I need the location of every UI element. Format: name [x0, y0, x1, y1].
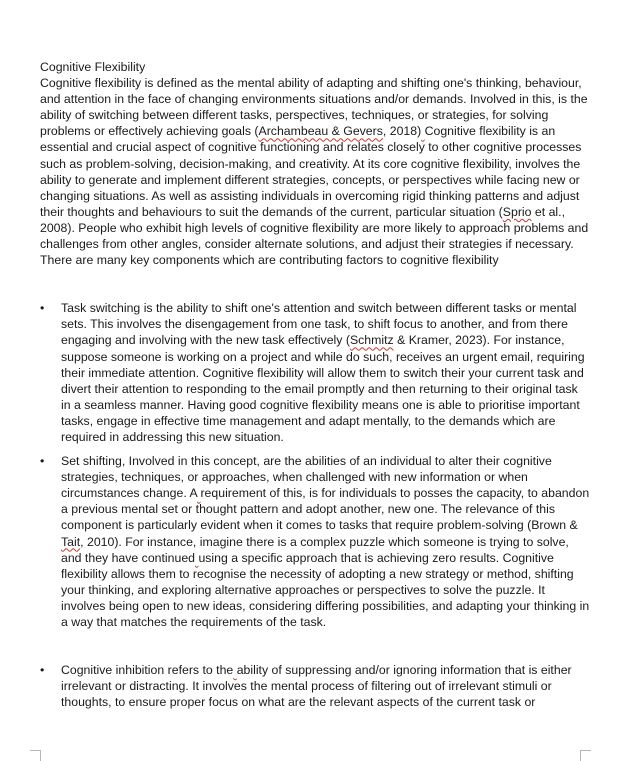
bullet-text-3c: irrelevant or distracting. It involves the mental process of filtering out of irrelevant stimuli or thoughts, to ensure proper focus on what are the relevant aspects of the current task or [61, 679, 552, 710]
crop-mark-bottom-left [30, 750, 41, 761]
crop-mark-bottom-right [580, 750, 591, 761]
bullet-text-2d: using a specific approach that is achieving zero results. Cognitive flexibility allows them to recognise the necessity of adopting a new strategy or method, shifting your thinking, and exploring alternative approaches or perspectives to solve the puzzle. It involves being open to new ideas, considering differing possibilities, and adapting your thinking in a way that matches the requirements of the task. [61, 550, 590, 629]
bullet-text-2a: Set shifting, Involved in this concept, are the abilities of an individual to alter their cognitive strategies, techniques, or approaches, when challenged with new information or when circumstances change. A [61, 454, 552, 501]
bullet-text-3b: ability of suppressing and/or ignoring information that is either [236, 663, 572, 678]
list-item-cognitive-inhibition [40, 662, 590, 710]
section-heading: Cognitive Flexibility [40, 60, 146, 74]
bullet-text-2b: requirement of this, is for individuals to posses the capacity, to abandon a previous mental set or thought pattern and adopt another, new one. The relevance of this component is particularly evident when it comes to tasks that require problem-solving (Brown & [61, 486, 590, 533]
list-item-set-shifting [40, 453, 590, 630]
list-item-task-switching [40, 300, 590, 445]
bullet-icon: • [40, 454, 45, 469]
intro-text-4: et al., 2008). People who exhibit high levels of cognitive flexibility are more likely to approach problems and challenges from other angles, consider alternate solutions, and adjust their strategies if necessary. There are many key components which are contributing factors to cognitive flexibility [40, 204, 589, 268]
bullet-text-1b: & Kramer, 2023). For instance, suppose someone is working on a project and while do such, receives an urgent email, requiring their immediate attention. Cognitive flexibility will allow them to switch their your current task and divert their attention to responding to the email promptly and then returning to their original task in a seamless manner. Having good cognitive flexibility means one is able to prioritise important tasks, engage in effective time management and adapt mentally, to the demands which are required in addressing this new situation. [61, 333, 585, 444]
intro-text-2: , 2018) [382, 124, 422, 139]
spelling-flag-sprio[interactable]: Sprio [502, 204, 532, 219]
spelling-flag-archambeau[interactable]: Archambeau & Gevers [258, 124, 383, 139]
spelling-flag-schmitz[interactable]: Schmitz [349, 333, 394, 348]
intro-text-1: Cognitive flexibility is defined as the mental ability of adapting and shifting one's thinking, behaviour, and attention in the face of changing environments situations and/or demands. Involved in this, is the ability of switching between different tasks, perspectives, techniques, or strategies, for solving problems or effectively achieving goals ( [40, 76, 588, 139]
bullet-text-2c: , 2010). For instance, imagine there is a complex puzzle which someone is trying to solve, and they have continued [61, 534, 569, 565]
bullet-icon: • [40, 663, 45, 678]
document-body[interactable] [40, 59, 590, 710]
intro-paragraph [40, 75, 590, 268]
bullet-text-3a: Cognitive inhibition refers to the [61, 663, 234, 678]
spelling-flag-tait[interactable]: Tait [61, 534, 81, 549]
components-list [40, 300, 590, 710]
bullet-icon: • [40, 301, 45, 316]
intro-text-3: Cognitive flexibility is an essential and crucial aspect of cognitive functioning and relates closely to other cognitive processes such as problem-solving, decision-making, and creativity. At its core cognitive flexibility, involves the ability to generate and implement different strategies, concepts, or perspectives while facing new or changing situations. As well as assisting individuals in overcoming rigid thinking patterns and adjust their thoughts and behaviours to suit the demands of the current, particular situation ( [40, 124, 582, 219]
bullet-text-1a: Task switching is the ability to shift one's attention and switch between different tasks or mental sets. This involves the disengagement from one task, to shift focus to another, and from there engaging and involving with the new task effectively ( [61, 301, 577, 348]
